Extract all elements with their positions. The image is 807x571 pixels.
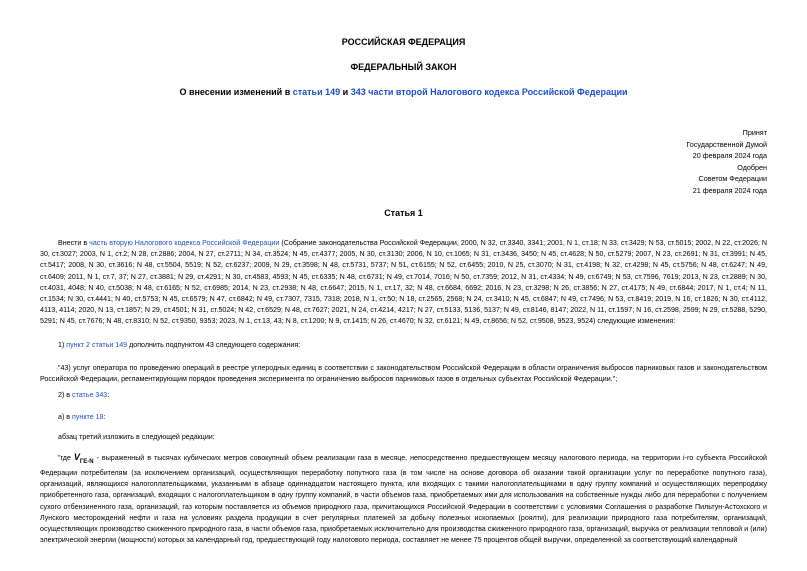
item-2-num: 2) в [58,391,73,399]
item-2-text: : [107,391,110,399]
formula-symbol-subscript: ГЕ-N [79,458,94,465]
law-type-heading: ФЕДЕРАЛЬНЫЙ ЗАКОН [350,62,457,72]
adoption-line: Советом Федерации [698,174,767,183]
title-link-article-343[interactable]: 343 части второй Налогового кодекса Российской Федерации [350,87,628,97]
title-prefix: О внесении изменений в [179,87,293,97]
adoption-line: Принят [742,128,767,137]
item-2a-quote [40,452,767,546]
article-heading: Статья 1 [384,208,423,218]
intro-text: (Собрание законодательства Российской Федерации, 2000, N 32, ст.3340, 3341; 2001, N 1, ст.18; N 33, ст.3429; N 53, ст.5015; 2002, N 22, ст.2026; N 30, ст.3027; 2003, N 1, ст.2; N 28, ст.2886; 2004, N 27, ст.2711; N 34, ст.3524; N 45, ст.4377; 2005, N 30, ст.3130; 2006, N 10, ст.1065; N 31, ст.3436, 3450; N 45, ст.4628; N 50, ст.5279; 2007, N 23, ст.2691; N 31, ст.3991; N 45, ст.5417; 2008, N 30, ст.3616; N 48, ст.5504, 5519; N 52, ст.6237; 2009, N 29, ст.3598; N 48, ст.5731, 5737; N 51, ст.6155; N 52, ст.6455; 2010, N 25, ст.3070; N 31, ст.4198; N 32, ст.4298; N 45, ст.5756; N 48, ст.6247; N 49, ст.6409; 2011, N 1, ст.7, 37; N 27, ст.3881; N 29, ст.4291; N 30, ст.4583, 4593; N 45, ст.6335; N 48, ст.6731; N 49, ст.7014, 7016; N 50, ст.7359; 2012, N 31, ст.4334; N 49, ст.6749; N 53, ст.7596, 7619; 2013, N 23, ст.2889; N 30, ст.4031, 4048; N 40, ст.5038; N 48, ст.6165; N 52, ст.6985; 2014, N 23, ст.2938; N 48, ст.6647; 2015, N 1, ст.17, 32; N 48, ст.6684, 6692; 2016, N 23, ст.3298; N 26, ст.3856; N 27, ст.4175; N 49, ст.6844; 2017, N 1, ст.4; N 11, ст.1534; N 30, ст.4441; N 40, ст.5753; N 45, ст.6579; N 47, ст.6842; N 49, ст.7307, 7315, 7318; 2018, N 1, ст.50; N 18, ст.2565, 2568; N 24, ст.3410; N 45, ст.6847; N 49, ст.7496; N 53, ст.8419; 2019, N 16, ст.1826; N 30, ст.4112, 4113, 4114; 2020, N 13, ст.1857; N 29, ст.4501; N 31, ст.5024; N 42, ст.6529; N 48, ст.7627; 2021, N 24, ст.4214, 4217; N 27, ст.5133, 5136, 5137; N 49, ст.8146, 8147; 2022, N 11, ст.1597; N 16, ст.2598, 2599; N 29, ст.5288, 5290, 5291; N 45, ст.7676; N 48, ст.8310; N 52, ст.9350, 9353; 2023, N 1, ст.13, 43; N 8, ст.1200; N 9, ст.1415; N 26, ст.4670; N 32, ст.6121; N 49, ст.8656; N 52, ст.9508, 9523, 9524) следующие изменения: [40,239,767,326]
adoption-block [686,127,767,196]
item-2a-link[interactable]: пункте 18 [72,413,104,421]
quote-text: - выраженный в тысячах кубических метров совокупный объем реализации газа в месяце, непосредственно предшествующем месяцу налогового периода, на территории i-го субъекта Российской Федерации потребителям (за исключением организаций, осуществляющих переработку попутного газа (в том числе на основе договора об оказании такой организации услуг по переработке попутного газа), организаций, являющихся налогоплательщиками, указанными в абзаце одиннадцатом настоящего пункта, или входящих с такими налогоплательщиками в одну группу компаний и осуществляющих перепродажу приобретенного газа, организаций, входящих с налогоплательщиком в одну группу компаний, в части объемов газа, приобретаемых ими для использования на собственные нужды либо для переработки с получением сухого отбензиненного газа, организаций, газ которым поставляется из объемов природного газа, причитающихся Российской Федерации в соответствии с условиями Соглашения о разработке Пильтун-Астохского и Лунского месторождений нефти и газа на условиях раздела продукции в счет регулярных платежей за добычу полезных ископаемых (роялти), для реализации природного газа потребителям, организаций, осуществляющих производство сжиженного природного газа, в части объемов газа, приобретаемых исключительно для производства сжиженного природного газа, организаций, выручка от реализации тепловой и (или) электрической энергии (мощности) которых за календарный год, предшествующий году налогового периода, составляет не менее 75 процентов общей выручки, определенной за соответствующий календарный [40,454,767,545]
item-2a-paragraph: абзац третий изложить в следующей редакции: [58,433,215,441]
adoption-line: 21 февраля 2024 года [692,185,767,195]
item-1-link[interactable]: пункт 2 статьи 149 [66,341,128,349]
quote-lead: "где [58,454,74,462]
title-link-article-149[interactable]: статьи 149 [292,87,341,97]
country-heading: РОССИЙСКАЯ ФЕДЕРАЦИЯ [341,37,466,47]
item-1-num: 1) [58,341,67,349]
adoption-line: 20 февраля 2024 года [692,151,767,160]
title-and: и [340,87,351,97]
item-2a-text: : [103,413,106,421]
item-1-text: дополнить подпунктом 43 следующего содержания: [127,341,301,349]
item-1-quote: "43) услуг оператора по проведению операций в реестре углеродных единиц в соответствии с законодательством Российской Федерации в области ограничения выбросов парниковых газов и законодательством Российской Федерации, регламентирующим порядок проведения эксперимента по ограничению выбросов парниковых газов в отдельных субъектах Российской Федерации."; [40,364,767,384]
adoption-line: Государственной Думой [686,139,767,149]
intro-paragraph [40,238,767,328]
law-title [0,87,807,97]
item-2 [58,390,109,401]
formula-symbol [73,452,94,465]
formula-symbol-main: V [73,452,80,462]
intro-lead: Внести в [58,239,90,247]
item-2-link[interactable]: статье 343 [72,391,108,399]
adoption-line: Одобрен [737,162,767,172]
item-2a-num: а) в [58,413,73,421]
item-2a [58,412,105,423]
item-1 [58,340,300,351]
intro-link-tax-code[interactable]: часть вторую Налогового кодекса Российской Федерации [89,239,280,247]
